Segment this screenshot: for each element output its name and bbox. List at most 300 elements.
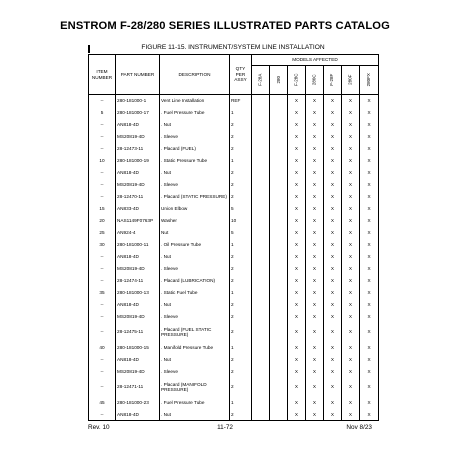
model-applicability-cell: X — [360, 95, 379, 107]
part-number-cell: 28-12474-11 — [116, 275, 160, 287]
item-number-cell: -- — [89, 179, 116, 191]
qty-cell: 2 — [230, 366, 252, 378]
part-number-cell: AN818-4D — [116, 299, 160, 311]
description-cell: Union Elbow — [160, 203, 230, 215]
model-applicability-cell: X — [306, 323, 324, 342]
model-applicability-cell: X — [324, 251, 342, 263]
model-applicability-cell — [252, 263, 270, 275]
model-applicability-cell: X — [342, 155, 360, 167]
model-applicability-cell: X — [306, 239, 324, 251]
model-applicability-cell: X — [306, 131, 324, 143]
model-applicability-cell — [270, 107, 288, 119]
qty-cell: REF — [230, 95, 252, 107]
model-applicability-cell: X — [324, 143, 342, 155]
item-number-cell: -- — [89, 251, 116, 263]
model-applicability-cell: X — [342, 131, 360, 143]
item-number-cell: -- — [89, 167, 116, 179]
model-applicability-cell — [270, 203, 288, 215]
part-number-cell: MS20819-4D — [116, 263, 160, 275]
model-applicability-cell — [270, 397, 288, 409]
model-applicability-cell: X — [360, 323, 379, 342]
part-number-cell: AN818-4D — [116, 251, 160, 263]
model-applicability-cell: X — [342, 397, 360, 409]
part-number-cell: 280-181000-13 — [116, 287, 160, 299]
model-applicability-cell — [252, 239, 270, 251]
footer-revision: Rev. 10 — [88, 424, 110, 431]
model-applicability-cell: X — [288, 287, 306, 299]
description-cell: . Sleeve — [160, 311, 230, 323]
model-applicability-cell — [252, 311, 270, 323]
model-applicability-cell — [252, 191, 270, 203]
model-applicability-cell — [270, 311, 288, 323]
model-applicability-cell: X — [288, 239, 306, 251]
model-applicability-cell — [270, 299, 288, 311]
model-applicability-cell — [252, 167, 270, 179]
model-applicability-cell — [270, 378, 288, 397]
qty-cell: 2 — [230, 263, 252, 275]
model-applicability-cell: X — [288, 323, 306, 342]
model-applicability-cell — [252, 179, 270, 191]
description-cell: . Nut — [160, 409, 230, 421]
table-row — [89, 131, 379, 143]
model-applicability-cell: X — [342, 167, 360, 179]
description-cell: . Oil Pressure Tube — [160, 239, 230, 251]
description-cell: . Sleeve — [160, 131, 230, 143]
table-row — [89, 167, 379, 179]
model-applicability-cell — [252, 107, 270, 119]
model-applicability-cell — [270, 239, 288, 251]
model-applicability-cell: X — [342, 378, 360, 397]
model-applicability-cell: X — [324, 239, 342, 251]
item-number-cell: -- — [89, 191, 116, 203]
model-applicability-cell: X — [288, 143, 306, 155]
model-applicability-cell — [270, 409, 288, 421]
model-applicability-cell: X — [288, 167, 306, 179]
part-number-cell: AN818-4D — [116, 354, 160, 366]
model-applicability-cell — [252, 323, 270, 342]
model-applicability-cell — [252, 299, 270, 311]
description-cell: . Nut — [160, 251, 230, 263]
model-applicability-cell — [252, 227, 270, 239]
description-cell: Washer — [160, 215, 230, 227]
part-number-cell: MS20819-4D — [116, 366, 160, 378]
description-cell: Vent Line Installation — [160, 95, 230, 107]
model-label: F-28C — [293, 73, 299, 87]
part-number-cell: MS20819-4D — [116, 311, 160, 323]
model-applicability-cell: X — [288, 299, 306, 311]
table-row — [89, 227, 379, 239]
model-applicability-cell: X — [306, 366, 324, 378]
model-applicability-cell: X — [306, 215, 324, 227]
model-applicability-cell: X — [324, 397, 342, 409]
model-applicability-cell — [252, 119, 270, 131]
qty-cell: 2 — [230, 191, 252, 203]
model-applicability-cell: X — [306, 227, 324, 239]
description-cell: . Static Fuel Tube — [160, 287, 230, 299]
description-cell: . Placard (STATIC PRESSURE) — [160, 191, 230, 203]
part-number-cell: AN818-4D — [116, 167, 160, 179]
model-applicability-cell: X — [288, 203, 306, 215]
qty-cell: 2 — [230, 143, 252, 155]
model-applicability-cell: X — [288, 131, 306, 143]
model-applicability-cell: X — [324, 275, 342, 287]
model-applicability-cell: X — [324, 191, 342, 203]
qty-cell: 2 — [230, 251, 252, 263]
model-applicability-cell — [252, 155, 270, 167]
model-applicability-cell — [252, 203, 270, 215]
model-applicability-cell — [252, 215, 270, 227]
model-applicability-cell: X — [342, 107, 360, 119]
model-applicability-cell — [270, 131, 288, 143]
qty-cell: 2 — [230, 323, 252, 342]
model-applicability-cell: X — [360, 275, 379, 287]
model-applicability-cell: X — [342, 251, 360, 263]
model-applicability-cell — [270, 227, 288, 239]
model-applicability-cell: X — [288, 263, 306, 275]
model-applicability-cell: X — [324, 167, 342, 179]
model-applicability-cell: X — [306, 275, 324, 287]
model-applicability-cell — [270, 143, 288, 155]
model-applicability-cell: X — [324, 131, 342, 143]
model-header — [252, 66, 270, 95]
model-header — [324, 66, 342, 95]
qty-cell: 2 — [230, 179, 252, 191]
model-applicability-cell — [252, 131, 270, 143]
model-applicability-cell — [270, 263, 288, 275]
item-number-cell: -- — [89, 299, 116, 311]
item-number-cell: 15 — [89, 203, 116, 215]
model-applicability-cell — [252, 409, 270, 421]
model-applicability-cell: X — [342, 311, 360, 323]
model-applicability-cell: X — [324, 179, 342, 191]
item-number-cell: -- — [89, 263, 116, 275]
model-applicability-cell: X — [288, 342, 306, 354]
table-row — [89, 354, 379, 366]
model-applicability-cell: X — [360, 131, 379, 143]
model-applicability-cell: X — [324, 311, 342, 323]
model-applicability-cell: X — [360, 251, 379, 263]
model-applicability-cell: X — [306, 354, 324, 366]
qty-cell: 5 — [230, 203, 252, 215]
description-cell: . Sleeve — [160, 263, 230, 275]
part-number-cell: 28-12475-11 — [116, 323, 160, 342]
description-cell: . Nut — [160, 299, 230, 311]
model-applicability-cell: X — [360, 239, 379, 251]
model-applicability-cell — [252, 397, 270, 409]
model-applicability-cell: X — [360, 287, 379, 299]
part-number-cell: AN924-4 — [116, 227, 160, 239]
part-number-cell: 280-181000-23 — [116, 397, 160, 409]
item-number-cell: 20 — [89, 215, 116, 227]
description-cell: . Sleeve — [160, 179, 230, 191]
model-applicability-cell: X — [288, 366, 306, 378]
part-number-cell: 280-181000-1 — [116, 95, 160, 107]
table-row — [89, 409, 379, 421]
model-applicability-cell: X — [306, 409, 324, 421]
model-applicability-cell: X — [342, 354, 360, 366]
model-applicability-cell: X — [342, 179, 360, 191]
model-applicability-cell — [270, 354, 288, 366]
qty-cell: 5 — [230, 227, 252, 239]
model-applicability-cell: X — [288, 107, 306, 119]
table-row — [89, 311, 379, 323]
model-applicability-cell: X — [360, 215, 379, 227]
item-number-cell: -- — [89, 378, 116, 397]
model-applicability-cell: X — [342, 239, 360, 251]
table-row — [89, 251, 379, 263]
model-applicability-cell — [252, 143, 270, 155]
description-cell: . Manifold Pressure Tube — [160, 342, 230, 354]
item-number-cell: -- — [89, 119, 116, 131]
model-applicability-cell: X — [360, 119, 379, 131]
part-number-cell: NAS1149F0763P — [116, 215, 160, 227]
description-cell: Nut — [160, 227, 230, 239]
model-applicability-cell: X — [288, 155, 306, 167]
figure-title: FIGURE 11-15. INSTRUMENT/SYSTEM LINE INSTALLATION — [141, 44, 325, 51]
model-label: F-28F — [329, 73, 335, 87]
item-number-cell: -- — [89, 275, 116, 287]
model-applicability-cell: X — [342, 409, 360, 421]
model-applicability-cell — [270, 119, 288, 131]
header-item-number: ITEM NUMBER — [89, 55, 116, 95]
item-number-cell: -- — [89, 95, 116, 107]
header-part-number: PART NUMBER — [116, 55, 160, 95]
model-applicability-cell: X — [288, 409, 306, 421]
model-applicability-cell: X — [360, 378, 379, 397]
model-applicability-cell: X — [342, 227, 360, 239]
model-applicability-cell: X — [324, 203, 342, 215]
model-applicability-cell: X — [324, 95, 342, 107]
model-applicability-cell: X — [342, 191, 360, 203]
model-applicability-cell — [252, 378, 270, 397]
model-applicability-cell — [252, 95, 270, 107]
model-applicability-cell — [270, 275, 288, 287]
model-applicability-cell: X — [360, 155, 379, 167]
header-description: DESCRIPTION — [160, 55, 230, 95]
part-number-cell: AN818-4D — [116, 119, 160, 131]
table-row — [89, 287, 379, 299]
qty-cell: 2 — [230, 311, 252, 323]
description-cell: . Sleeve — [160, 366, 230, 378]
model-header — [288, 66, 306, 95]
model-applicability-cell: X — [306, 203, 324, 215]
model-applicability-cell — [270, 287, 288, 299]
qty-cell: 1 — [230, 107, 252, 119]
part-number-cell: AN818-4D — [116, 409, 160, 421]
model-applicability-cell: X — [360, 299, 379, 311]
qty-cell: 1 — [230, 342, 252, 354]
table-row — [89, 107, 379, 119]
item-number-cell: 35 — [89, 287, 116, 299]
model-applicability-cell: X — [306, 311, 324, 323]
table-row — [89, 366, 379, 378]
model-applicability-cell: X — [288, 275, 306, 287]
description-cell: . Nut — [160, 119, 230, 131]
item-number-cell: -- — [89, 409, 116, 421]
model-applicability-cell: X — [360, 342, 379, 354]
table-row — [89, 342, 379, 354]
model-label: 280FX — [366, 73, 372, 87]
item-number-cell: 45 — [89, 397, 116, 409]
model-applicability-cell: X — [324, 263, 342, 275]
model-applicability-cell — [270, 366, 288, 378]
model-applicability-cell: X — [342, 119, 360, 131]
item-number-cell: -- — [89, 143, 116, 155]
part-number-cell: 28-12470-11 — [116, 191, 160, 203]
model-applicability-cell: X — [360, 409, 379, 421]
model-applicability-cell: X — [288, 95, 306, 107]
description-cell: . Placard (MANIFOLD PRESSURE) — [160, 378, 230, 397]
model-label: 280 — [275, 76, 281, 84]
item-number-cell: -- — [89, 311, 116, 323]
model-applicability-cell: X — [324, 119, 342, 131]
footer-date: Nov 8/23 — [346, 424, 372, 431]
table-row — [89, 299, 379, 311]
model-applicability-cell — [270, 191, 288, 203]
qty-cell: 2 — [230, 354, 252, 366]
table-row — [89, 143, 379, 155]
part-number-cell: 28-12473-11 — [116, 143, 160, 155]
description-cell: . Placard (FUEL) — [160, 143, 230, 155]
model-applicability-cell: X — [324, 287, 342, 299]
model-applicability-cell: X — [360, 366, 379, 378]
model-applicability-cell: X — [324, 107, 342, 119]
model-applicability-cell: X — [360, 179, 379, 191]
model-applicability-cell: X — [342, 143, 360, 155]
parts-table-body — [89, 95, 379, 421]
model-applicability-cell: X — [288, 397, 306, 409]
part-number-cell: 280-181000-17 — [116, 107, 160, 119]
model-applicability-cell: X — [342, 366, 360, 378]
model-applicability-cell — [270, 251, 288, 263]
model-applicability-cell: X — [342, 323, 360, 342]
qty-cell: 2 — [230, 409, 252, 421]
model-applicability-cell: X — [342, 263, 360, 275]
model-header — [270, 66, 288, 95]
model-applicability-cell: X — [288, 354, 306, 366]
part-number-cell: 280-181000-11 — [116, 239, 160, 251]
item-number-cell: -- — [89, 323, 116, 342]
model-applicability-cell: X — [288, 311, 306, 323]
qty-cell: 2 — [230, 299, 252, 311]
model-applicability-cell — [270, 179, 288, 191]
model-applicability-cell: X — [306, 287, 324, 299]
table-row — [89, 179, 379, 191]
model-applicability-cell: X — [324, 354, 342, 366]
header-qty-per-assy: QTY PER ASSY — [230, 55, 252, 95]
description-cell: . Static Pressure Tube — [160, 155, 230, 167]
model-applicability-cell: X — [360, 311, 379, 323]
model-applicability-cell: X — [360, 397, 379, 409]
part-number-cell: MS20819-4D — [116, 179, 160, 191]
model-applicability-cell: X — [360, 107, 379, 119]
model-applicability-cell: X — [306, 155, 324, 167]
model-applicability-cell — [252, 342, 270, 354]
model-applicability-cell — [270, 95, 288, 107]
model-applicability-cell: X — [342, 215, 360, 227]
model-applicability-cell: X — [324, 227, 342, 239]
part-number-cell: 280-181000-15 — [116, 342, 160, 354]
model-applicability-cell: X — [360, 227, 379, 239]
item-number-cell: 5 — [89, 107, 116, 119]
model-applicability-cell: X — [306, 251, 324, 263]
qty-cell: 2 — [230, 119, 252, 131]
model-applicability-cell: X — [324, 299, 342, 311]
model-label: 280C — [311, 74, 317, 86]
model-applicability-cell: X — [288, 191, 306, 203]
model-applicability-cell — [270, 155, 288, 167]
description-cell: . Nut — [160, 167, 230, 179]
model-applicability-cell: X — [324, 323, 342, 342]
model-applicability-cell: X — [360, 191, 379, 203]
model-applicability-cell: X — [360, 203, 379, 215]
table-row — [89, 275, 379, 287]
catalog-title: ENSTROM F-28/280 SERIES ILLUSTRATED PARTS CATALOG — [60, 20, 390, 32]
item-number-cell: 40 — [89, 342, 116, 354]
model-applicability-cell: X — [360, 263, 379, 275]
model-label: 280F — [347, 74, 353, 86]
table-row — [89, 263, 379, 275]
model-applicability-cell: X — [306, 119, 324, 131]
model-applicability-cell — [252, 275, 270, 287]
description-cell: . Placard (FUEL STATIC PRESSURE) — [160, 323, 230, 342]
table-row — [89, 95, 379, 107]
model-applicability-cell: X — [306, 143, 324, 155]
qty-cell: 1 — [230, 155, 252, 167]
table-row — [89, 203, 379, 215]
table-row — [89, 155, 379, 167]
model-applicability-cell: X — [288, 179, 306, 191]
model-applicability-cell: X — [324, 378, 342, 397]
description-cell: . Fuel Pressure Tube — [160, 107, 230, 119]
model-applicability-cell: X — [306, 397, 324, 409]
model-applicability-cell: X — [324, 215, 342, 227]
model-applicability-cell — [270, 342, 288, 354]
table-row — [89, 191, 379, 203]
model-applicability-cell — [252, 354, 270, 366]
item-number-cell: 10 — [89, 155, 116, 167]
model-applicability-cell: X — [288, 119, 306, 131]
model-applicability-cell: X — [288, 378, 306, 397]
item-number-cell: 30 — [89, 239, 116, 251]
model-applicability-cell: X — [306, 263, 324, 275]
description-cell: . Nut — [160, 354, 230, 366]
qty-cell: 1 — [230, 239, 252, 251]
model-label: F-28A — [257, 73, 263, 87]
model-applicability-cell: X — [324, 366, 342, 378]
model-applicability-cell — [252, 287, 270, 299]
model-header — [342, 66, 360, 95]
table-row — [89, 119, 379, 131]
part-number-cell: 280-181000-19 — [116, 155, 160, 167]
model-header — [306, 66, 324, 95]
model-applicability-cell: X — [306, 95, 324, 107]
model-applicability-cell: X — [306, 378, 324, 397]
model-applicability-cell: X — [360, 143, 379, 155]
header-models-affected: MODELS AFFECTED — [252, 55, 379, 66]
table-row — [89, 323, 379, 342]
model-applicability-cell: X — [342, 299, 360, 311]
model-applicability-cell: X — [342, 95, 360, 107]
model-applicability-cell: X — [342, 342, 360, 354]
part-number-cell: AN833-4D — [116, 203, 160, 215]
model-applicability-cell: X — [342, 275, 360, 287]
description-cell: . Placard (LUBRICATION) — [160, 275, 230, 287]
model-header — [360, 66, 379, 95]
table-row — [89, 239, 379, 251]
table-row — [89, 397, 379, 409]
model-applicability-cell: X — [306, 167, 324, 179]
